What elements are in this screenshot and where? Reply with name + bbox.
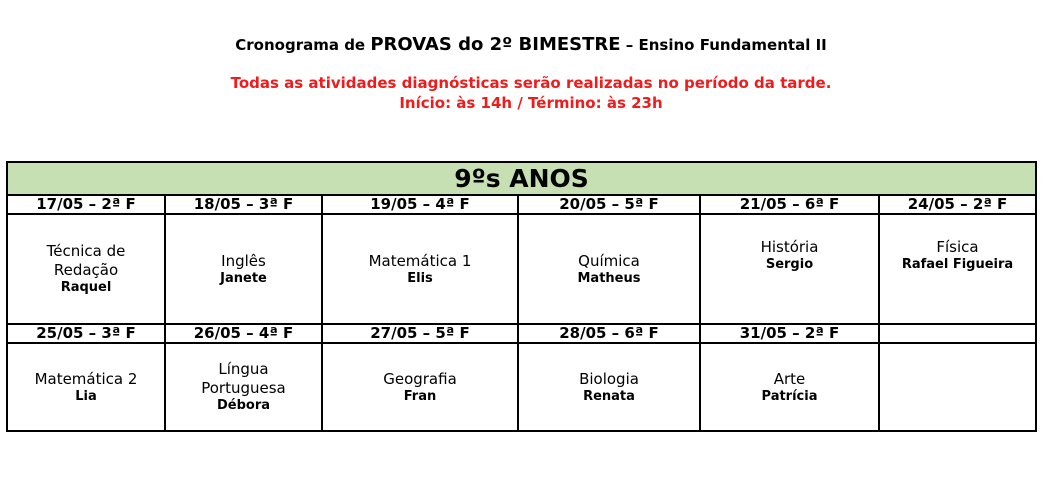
- exam-subject: Física: [936, 237, 979, 256]
- exam-cell: [322, 214, 518, 324]
- exam-row-2: [7, 343, 1036, 431]
- exam-teacher: Lia: [75, 388, 97, 404]
- exam-row-1: [7, 214, 1036, 324]
- exam-teacher: Débora: [216, 398, 271, 413]
- date-cell: 28/05 – 6ª F: [518, 324, 700, 343]
- exam-cell: [700, 214, 879, 324]
- exam-teacher: Raquel: [60, 280, 112, 295]
- date-cell: 18/05 – 3ª F: [165, 195, 322, 214]
- exam-cell: [879, 214, 1036, 324]
- exam-teacher: Patrícia: [761, 388, 818, 404]
- exam-cell: [165, 343, 322, 431]
- exam-schedule-table: [6, 161, 1037, 432]
- title-suffix: – Ensino Fundamental II: [620, 36, 827, 54]
- exam-subject: Biologia: [579, 369, 639, 388]
- exam-cell: [7, 343, 165, 431]
- grade-banner: 9ºs ANOS: [7, 162, 1036, 195]
- exam-subject: Geografia: [383, 369, 457, 388]
- date-cell-empty: [879, 324, 1036, 343]
- exam-cell: [518, 214, 700, 324]
- date-row-1: [7, 195, 1036, 214]
- notice-period: Todas as atividades diagnósticas serão realizadas no período da tarde.: [230, 74, 832, 92]
- exam-teacher: Sergio: [765, 256, 814, 272]
- exam-teacher: Fran: [403, 388, 437, 404]
- exam-subject-line2: Redação: [53, 261, 119, 279]
- notice-hours: Início: às 14h / Término: às 23h: [399, 94, 663, 112]
- title-main: PROVAS do 2º BIMESTRE: [370, 34, 621, 55]
- date-cell: 26/05 – 4ª F: [165, 324, 322, 343]
- exam-cell: [518, 343, 700, 431]
- date-cell: 20/05 – 5ª F: [518, 195, 700, 214]
- exam-subject: Matemática 2: [34, 369, 138, 388]
- exam-teacher: Matheus: [577, 270, 641, 286]
- exam-cell-empty: [879, 343, 1036, 431]
- date-cell: 25/05 – 3ª F: [7, 324, 165, 343]
- date-cell: 17/05 – 2ª F: [7, 195, 165, 214]
- exam-teacher: Elis: [407, 270, 433, 286]
- exam-subject: Matemática 1: [368, 251, 472, 270]
- exam-cell: [322, 343, 518, 431]
- exam-subject-line2: Portuguesa: [201, 379, 286, 397]
- exam-subject: Arte: [773, 369, 806, 388]
- date-cell: 31/05 – 2ª F: [700, 324, 879, 343]
- date-cell: 19/05 – 4ª F: [322, 195, 518, 214]
- title-prefix: Cronograma de: [235, 36, 371, 54]
- exam-subject: Química: [578, 251, 640, 270]
- exam-cell: [7, 214, 165, 324]
- exam-cell: [700, 343, 879, 431]
- date-cell: 21/05 – 6ª F: [700, 195, 879, 214]
- exam-subject: Inglês: [221, 251, 266, 270]
- exam-cell: [165, 214, 322, 324]
- date-row-2: [7, 324, 1036, 343]
- exam-subject: Técnica de: [46, 242, 126, 260]
- exam-cell-content: [880, 238, 1035, 273]
- exam-cell-content: [701, 238, 878, 273]
- exam-teacher: Janete: [220, 270, 267, 286]
- exam-teacher: Rafael Figueira: [901, 256, 1014, 272]
- page-title: [0, 34, 1062, 55]
- exam-subject: História: [760, 237, 819, 256]
- date-cell: 27/05 – 5ª F: [322, 324, 518, 343]
- exam-subject: Língua: [218, 360, 269, 378]
- exam-teacher: Renata: [583, 388, 635, 404]
- date-cell: 24/05 – 2ª F: [879, 195, 1036, 214]
